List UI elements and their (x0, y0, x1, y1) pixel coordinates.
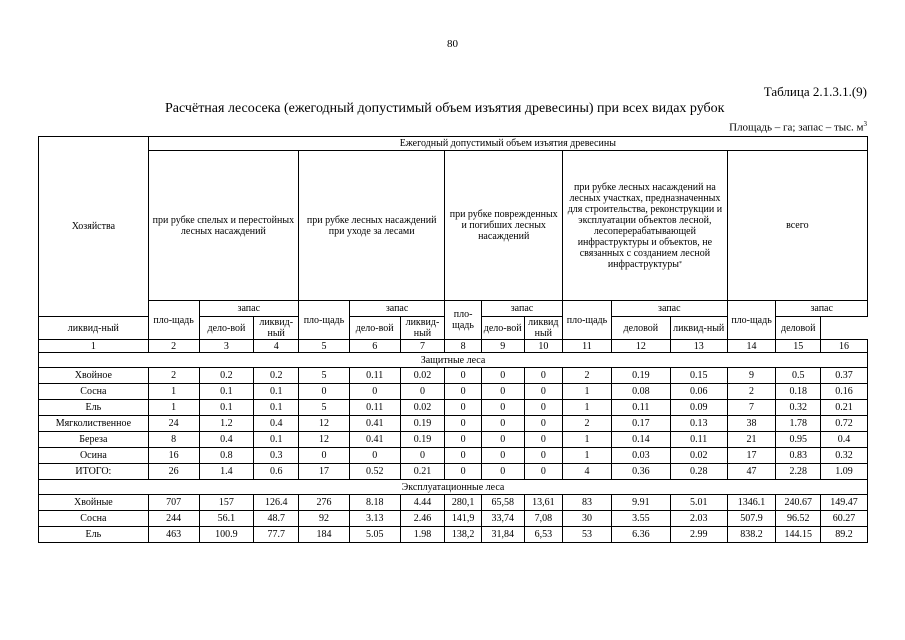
table-cell: 240.67 (776, 495, 821, 511)
table-cell: 60.27 (821, 511, 868, 527)
table-cell: 1 (148, 400, 199, 416)
table-row (39, 368, 868, 384)
table-cell: 13,61 (524, 495, 563, 511)
table-cell: 0.1 (254, 384, 299, 400)
footnote-mark: * (678, 260, 682, 267)
table-cell: 0.4 (821, 432, 868, 448)
column-number: 9 (481, 340, 524, 353)
table-cell: 2.46 (400, 511, 445, 527)
table-cell: 141,9 (445, 511, 482, 527)
table-cell: 53 (563, 527, 612, 543)
table-cell: 0 (445, 448, 482, 464)
table-cell: 2 (563, 416, 612, 432)
units-superscript: 3 (863, 120, 867, 128)
table-cell: 184 (299, 527, 350, 543)
table-cell: 4 (563, 464, 612, 480)
header-delovoy-0: дело-вой (199, 317, 254, 340)
table-cell: 0.4 (254, 416, 299, 432)
table-cell: 2.28 (776, 464, 821, 480)
table-cell: 33,74 (481, 511, 524, 527)
table-cell: 244 (148, 511, 199, 527)
table-cell: 48.7 (254, 511, 299, 527)
header-likvid-3: ликвид ный (524, 317, 563, 340)
table-cell: 0 (524, 368, 563, 384)
row-label: Мягколиственное (39, 416, 149, 432)
table-cell: 0.2 (254, 368, 299, 384)
table-cell: 0.18 (776, 384, 821, 400)
row-label: Сосна (39, 511, 149, 527)
table-cell: 1 (563, 400, 612, 416)
table-cell: 0.6 (254, 464, 299, 480)
table-cell: 17 (727, 448, 776, 464)
table-cell: 0 (481, 400, 524, 416)
table-cell: 2 (727, 384, 776, 400)
table-cell: 0 (481, 448, 524, 464)
header-ploshad-4: пло-щадь (727, 301, 776, 340)
table-row (39, 432, 868, 448)
table-cell: 144.15 (776, 527, 821, 543)
table-cell: 0.14 (611, 432, 670, 448)
table-cell: 1 (563, 384, 612, 400)
row-label: Ель (39, 400, 149, 416)
table-cell: 0 (481, 464, 524, 480)
table-cell: 5 (299, 368, 350, 384)
table-cell: 3.55 (611, 511, 670, 527)
table-cell: 276 (299, 495, 350, 511)
table-row (39, 448, 868, 464)
table-cell: 1.2 (199, 416, 254, 432)
table-cell: 1.4 (199, 464, 254, 480)
table-cell: 0 (524, 416, 563, 432)
header-zapas-0: запас (199, 301, 299, 317)
table-cell: 30 (563, 511, 612, 527)
table-row (39, 400, 868, 416)
table-cell: 26 (148, 464, 199, 480)
table-cell: 2 (148, 368, 199, 384)
table-cell: 0.02 (400, 368, 445, 384)
table-cell: 138,2 (445, 527, 482, 543)
column-number: 11 (563, 340, 612, 353)
section-title: Эксплуатационные леса (39, 480, 868, 495)
table-cell: 4.44 (400, 495, 445, 511)
header-ploshad-1: пло-щадь (299, 301, 350, 340)
table-cell: 0.2 (199, 368, 254, 384)
table-cell: 1 (148, 384, 199, 400)
header-zapas-2: запас (481, 301, 562, 317)
table-cell: 0.1 (199, 400, 254, 416)
table-cell: 1.98 (400, 527, 445, 543)
table-cell: 0 (299, 448, 350, 464)
header-delovoy-2: дело-вой (481, 317, 524, 340)
table-cell: 2.99 (670, 527, 727, 543)
section-title: Защитные леса (39, 353, 868, 368)
table-cell: 157 (199, 495, 254, 511)
header-group-mature: при рубке спелых и перестойных лесных насаждений (148, 151, 298, 301)
table-cell: 0 (349, 384, 400, 400)
table-cell: 12 (299, 432, 350, 448)
table-cell: 0.21 (821, 400, 868, 416)
header-group-total: всего (727, 151, 867, 301)
column-number: 12 (611, 340, 670, 353)
table-cell: 31,84 (481, 527, 524, 543)
column-number: 10 (524, 340, 563, 353)
table-cell: 17 (299, 464, 350, 480)
table-row (39, 495, 868, 511)
table-cell: 707 (148, 495, 199, 511)
header-hozyaystva: Хозяйства (39, 137, 149, 317)
units-text: Площадь – га; запас – тыс. м (729, 121, 864, 134)
table-cell: 9.91 (611, 495, 670, 511)
table-cell: 0 (445, 368, 482, 384)
table-cell: 0.09 (670, 400, 727, 416)
column-number: 4 (254, 340, 299, 353)
table-cell: 1346.1 (727, 495, 776, 511)
table-cell: 0.1 (254, 400, 299, 416)
column-number: 6 (349, 340, 400, 353)
table-cell: 0.41 (349, 432, 400, 448)
table-cell: 0.41 (349, 416, 400, 432)
table-cell: 0.17 (611, 416, 670, 432)
table-cell: 0.19 (400, 416, 445, 432)
column-number: 13 (670, 340, 727, 353)
table-cell: 0.32 (821, 448, 868, 464)
table-cell: 0.8 (199, 448, 254, 464)
table-cell: 0.11 (349, 400, 400, 416)
table-cell: 0.11 (349, 368, 400, 384)
units-note (729, 120, 867, 134)
table-cell: 507.9 (727, 511, 776, 527)
header-zapas-4: запас (776, 301, 868, 317)
table-cell: 0.52 (349, 464, 400, 480)
table-cell: 0 (400, 448, 445, 464)
table-cell: 0.11 (670, 432, 727, 448)
table-cell: 0.83 (776, 448, 821, 464)
table-cell: 1 (563, 448, 612, 464)
column-number: 14 (727, 340, 776, 353)
header-likvid-2: ликвид-ный (400, 317, 445, 340)
table-cell: 0.37 (821, 368, 868, 384)
table-cell: 77.7 (254, 527, 299, 543)
table-cell: 5.01 (670, 495, 727, 511)
table-cell: 47 (727, 464, 776, 480)
table-cell: 8.18 (349, 495, 400, 511)
table-cell: 0.15 (670, 368, 727, 384)
table-cell: 0 (400, 384, 445, 400)
table-number: Таблица 2.1.3.1.(9) (763, 84, 867, 99)
row-label: Хвойные (39, 495, 149, 511)
table-cell: 21 (727, 432, 776, 448)
page-number: 80 (447, 38, 458, 50)
table-cell: 65,58 (481, 495, 524, 511)
table-cell: 463 (148, 527, 199, 543)
column-number: 16 (821, 340, 868, 353)
table-cell: 96.52 (776, 511, 821, 527)
table-cell: 0.36 (611, 464, 670, 480)
header-zapas-3: запас (611, 301, 727, 317)
table-cell: 0.08 (611, 384, 670, 400)
header-group-damaged: при рубке поврежденных и погибших лесных насаждений (445, 151, 563, 301)
allowable-cut-table (38, 136, 868, 543)
row-label: Береза (39, 432, 149, 448)
header-ploshad-0: пло-щадь (148, 301, 199, 340)
table-cell: 1.78 (776, 416, 821, 432)
table-cell: 16 (148, 448, 199, 464)
table-cell: 0.3 (254, 448, 299, 464)
table-cell: 0 (481, 368, 524, 384)
table-cell: 0.28 (670, 464, 727, 480)
table-cell: 0 (524, 384, 563, 400)
header-likvid-0: ликвид-ный (39, 317, 149, 340)
header-zapas-1: запас (349, 301, 444, 317)
table-cell: 12 (299, 416, 350, 432)
header-ploshad-3: пло-щадь (563, 301, 612, 340)
table-cell: 0 (445, 432, 482, 448)
column-number: 2 (148, 340, 199, 353)
table-cell: 0.13 (670, 416, 727, 432)
row-label: Хвойное (39, 368, 149, 384)
table-cell: 56.1 (199, 511, 254, 527)
column-number: 5 (299, 340, 350, 353)
table-row (39, 416, 868, 432)
table-cell: 838.2 (727, 527, 776, 543)
table-cell: 0 (481, 432, 524, 448)
column-number: 1 (39, 340, 149, 353)
table-cell: 0.06 (670, 384, 727, 400)
table-title: Расчётная лесосека (ежегодный допустимый объем изъятия древесины) при всех видах рубок (165, 101, 725, 116)
table-cell: 0.4 (199, 432, 254, 448)
row-label: Осина (39, 448, 149, 464)
table-cell: 5 (299, 400, 350, 416)
table-cell: 92 (299, 511, 350, 527)
table-row (39, 464, 868, 480)
header-likvid-4: ликвид-ный (670, 317, 727, 340)
table-cell: 0.1 (254, 432, 299, 448)
table-cell: 0 (299, 384, 350, 400)
header-likvid-1: ликвид-ный (254, 317, 299, 340)
header-ploshad-2: пло-щадь (445, 301, 482, 340)
table-cell: 6,53 (524, 527, 563, 543)
table-row (39, 527, 868, 543)
table-cell: 0 (524, 432, 563, 448)
table-cell: 1 (563, 432, 612, 448)
table-cell: 0.19 (611, 368, 670, 384)
table-cell: 0.72 (821, 416, 868, 432)
table-cell: 89.2 (821, 527, 868, 543)
table-cell: 280,1 (445, 495, 482, 511)
table-cell: 0.11 (611, 400, 670, 416)
column-number: 7 (400, 340, 445, 353)
table-cell: 1.09 (821, 464, 868, 480)
table-cell: 7 (727, 400, 776, 416)
table-cell: 0.32 (776, 400, 821, 416)
header-delovoy-3: деловой (611, 317, 670, 340)
table-cell: 83 (563, 495, 612, 511)
header-group-construction (563, 151, 728, 301)
table-cell: 126.4 (254, 495, 299, 511)
table-row (39, 511, 868, 527)
table-cell: 0 (445, 464, 482, 480)
table-cell: 0.03 (611, 448, 670, 464)
table-cell: 2 (563, 368, 612, 384)
header-main-group: Ежегодный допустимый объем изъятия древесины (148, 137, 867, 151)
row-label: Сосна (39, 384, 149, 400)
table-cell: 3.13 (349, 511, 400, 527)
table-cell: 0 (524, 448, 563, 464)
table-cell: 5.05 (349, 527, 400, 543)
table-cell: 8 (148, 432, 199, 448)
table-cell: 2.03 (670, 511, 727, 527)
table-cell: 7,08 (524, 511, 563, 527)
table-cell: 0.1 (199, 384, 254, 400)
column-number: 8 (445, 340, 482, 353)
table-cell: 0 (445, 400, 482, 416)
table-cell: 0 (445, 384, 482, 400)
table-row (39, 384, 868, 400)
table-cell: 0 (349, 448, 400, 464)
table-cell: 38 (727, 416, 776, 432)
table-cell: 0.16 (821, 384, 868, 400)
table-cell: 0 (524, 464, 563, 480)
table-cell: 6.36 (611, 527, 670, 543)
table-cell: 0.21 (400, 464, 445, 480)
header-group-construction-text: при рубке лесных насаждений на лесных участках, предназначенных для строительства, реконструкции и эксплуатации объектов лесной, лесоперерабатывающей инфраструктуры и объектов, не связанных с созданием лесной инфраструктуры (567, 181, 723, 270)
header-group-thinning: при рубке лесных насаждений при уходе за лесами (299, 151, 445, 301)
table-cell: 0 (481, 416, 524, 432)
table-cell: 0.95 (776, 432, 821, 448)
table-cell: 0 (445, 416, 482, 432)
column-number: 15 (776, 340, 821, 353)
table-cell: 0.5 (776, 368, 821, 384)
table-cell: 9 (727, 368, 776, 384)
table-cell: 24 (148, 416, 199, 432)
table-cell: 149.47 (821, 495, 868, 511)
table-cell: 0 (524, 400, 563, 416)
table-cell: 100.9 (199, 527, 254, 543)
table-cell: 0.02 (670, 448, 727, 464)
header-delovoy-1: дело-вой (349, 317, 400, 340)
row-label: Ель (39, 527, 149, 543)
header-delovoy-4: деловой (776, 317, 821, 340)
table-cell: 0 (481, 384, 524, 400)
table-cell: 0.02 (400, 400, 445, 416)
row-label: ИТОГО: (39, 464, 149, 480)
table-cell: 0.19 (400, 432, 445, 448)
column-number: 3 (199, 340, 254, 353)
